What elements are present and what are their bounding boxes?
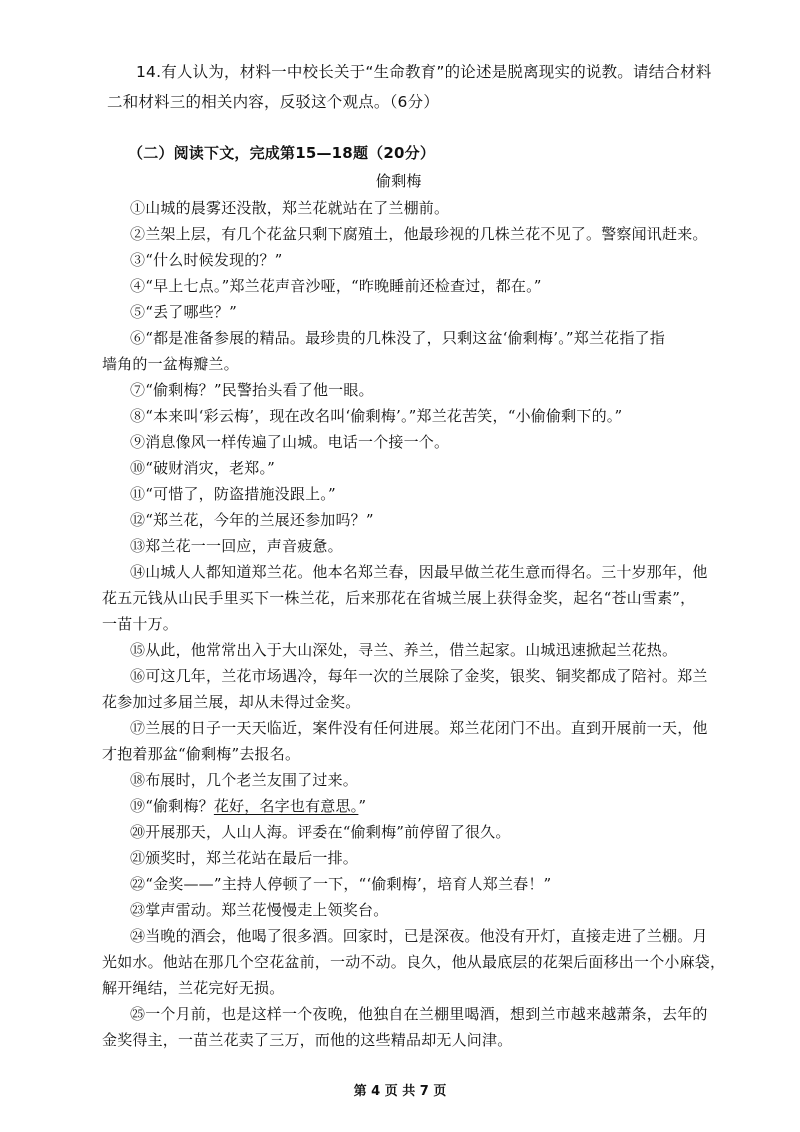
paragraph-5: ⑤“丢了哪些？” bbox=[130, 303, 237, 321]
paragraph-10: ⑩“破财消灾，老郑。” bbox=[130, 459, 276, 477]
paragraph-17-line-2: 才抱着那盆“偷剩梅”去报名。 bbox=[102, 745, 301, 763]
paragraph-11: ⑪“可惜了，防盗措施没跟上。” bbox=[130, 485, 336, 503]
paragraph-25-line-2: 金奖得主，一苗兰花卖了三万，而他的这些精品却无人问津。 bbox=[102, 1031, 513, 1049]
paragraph-18: ⑱布展时，几个老兰友围了过来。 bbox=[130, 771, 359, 789]
paragraph-22: ㉒“金奖——”主持人停顿了一下，“‘偷剩梅’，培育人郑兰春！” bbox=[130, 875, 552, 893]
paragraph-13: ⑬郑兰花一一回应，声音疲惫。 bbox=[130, 537, 343, 555]
paragraph-8: ⑧“本来叫‘彩云梅’，现在改名叫‘偷剩梅’。”郑兰花苦笑，“小偷偷剩下的。” bbox=[130, 407, 623, 425]
paragraph-16-line-2: 花参加过多届兰展，却从未得过金奖。 bbox=[102, 693, 361, 711]
paragraph-24-line-1: ㉔当晚的酒会，他喝了很多酒。回家时，已是深夜。他没有开灯，直接走进了兰棚。月 bbox=[130, 927, 708, 945]
paragraph-7: ⑦“偷剩梅？”民警抬头看了他一眼。 bbox=[130, 381, 374, 399]
paragraph-19-end: ” bbox=[358, 797, 367, 815]
paragraph-4: ④“早上七点。”郑兰花声音沙哑，“昨晚睡前还检查过，都在。” bbox=[130, 277, 542, 295]
paragraph-9: ⑨消息像风一样传遍了山城。电话一个接一个。 bbox=[130, 433, 450, 451]
paragraph-12: ⑫“郑兰花，今年的兰展还参加吗？” bbox=[130, 511, 374, 529]
paragraph-25-line-1: ㉕一个月前，也是这样一个夜晚，他独自在兰棚里喝酒，想到兰市越来越萧条，去年的 bbox=[130, 1005, 708, 1023]
paragraph-14-line-3: 一苗十万。 bbox=[102, 615, 179, 633]
paragraph-1: ①山城的晨雾还没散，郑兰花就站在了兰棚前。 bbox=[130, 199, 450, 217]
paragraph-19 bbox=[130, 796, 366, 816]
paragraph-14-line-2: 花五元钱从山民手里买下一株兰花，后来那花在省城兰展上获得金奖，起名“苍山雪素”， bbox=[102, 589, 696, 607]
paragraph-19-lead: ⑲“偷剩梅？ bbox=[130, 797, 214, 815]
paragraph-21: ㉑颁奖时，郑兰花站在最后一排。 bbox=[130, 849, 359, 867]
paragraph-16-line-1: ⑯可这几年，兰花市场遇冷，每年一次的兰展除了金奖，银奖、铜奖都成了陪衬。郑兰 bbox=[130, 667, 708, 685]
page-number-footer: 第 4 页 共 7 页 bbox=[353, 1084, 447, 1099]
paragraph-6-line-1: ⑥“都是准备参展的精品。最珍贵的几株没了，只剩这盆‘偷剩梅’。”郑兰花指了指 bbox=[130, 329, 665, 347]
paragraph-23: ㉓掌声雷动。郑兰花慢慢走上领奖台。 bbox=[130, 901, 389, 919]
paragraph-2: ②兰架上层，有几个花盆只剩下腐殖土，他最珍视的几株兰花不见了。警察闻讯赶来。 bbox=[130, 225, 708, 243]
underlined-sentence: 花好，名字也有意思。 bbox=[213, 797, 359, 815]
paragraph-15: ⑮从此，他常常出入于大山深处，寻兰、养兰，借兰起家。山城迅速掀起兰花热。 bbox=[130, 641, 678, 659]
passage-title: 偷剩梅 bbox=[376, 172, 422, 190]
section-heading: （二）阅读下文，完成第15—18题（20分） bbox=[128, 144, 436, 162]
paragraph-3: ③“什么时候发现的？” bbox=[130, 251, 283, 269]
paragraph-24-line-2: 光如水。他站在那几个空花盆前，一动不动。良久，他从最底层的花架后面移出一个小麻袋， bbox=[102, 953, 726, 971]
paragraph-20: ⑳开展那天，人山人海。评委在“偷剩梅”前停留了很久。 bbox=[130, 823, 511, 841]
paragraph-6-line-2: 墙角的一盆梅瓣兰。 bbox=[102, 355, 239, 373]
paragraph-17-line-1: ⑰兰展的日子一天天临近，案件没有任何进展。郑兰花闭门不出。直到开展前一天，他 bbox=[130, 719, 708, 737]
paragraph-14-line-1: ⑭山城人人都知道郑兰花。他本名郑兰春，因最早做兰花生意而得名。三十岁那年，他 bbox=[130, 563, 708, 581]
question-14-line-1: 14.有人认为，材料一中校长关于“生命教育”的论述是脱离现实的说教。请结合材料 bbox=[136, 63, 712, 81]
paragraph-24-line-3: 解开绳结，兰花完好无损。 bbox=[102, 979, 285, 997]
question-14-line-2: 二和材料三的相关内容，反驳这个观点。（6分） bbox=[107, 93, 440, 111]
